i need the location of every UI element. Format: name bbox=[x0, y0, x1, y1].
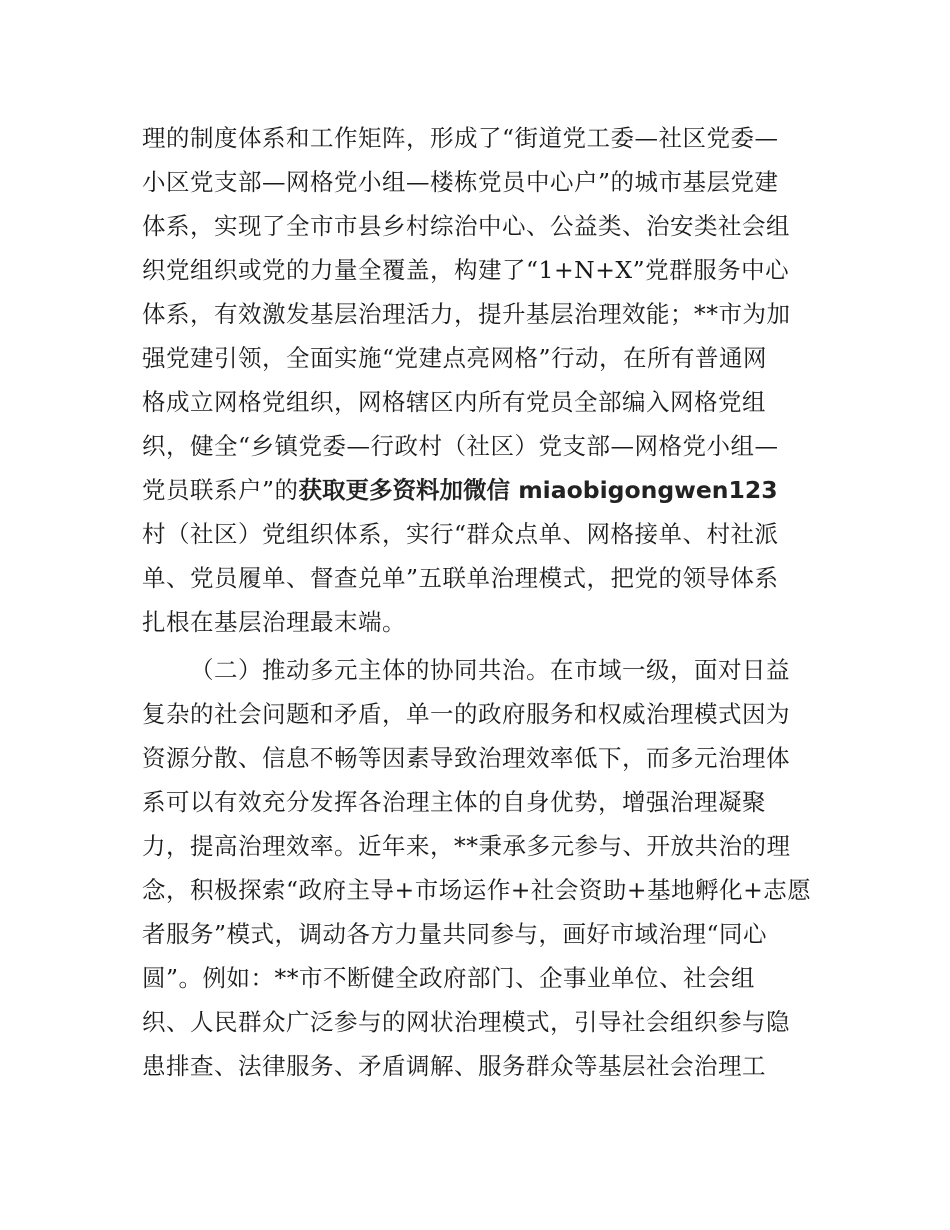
text-line: 格成立网格党组织，网格辖区内所有党员全部编入网格党组 bbox=[142, 388, 766, 416]
text-line: 力，提高治理效率。近年来，**秉承多元参与、开放共治的理 bbox=[142, 832, 791, 860]
text-line: 织、人民群众广泛参与的网状治理模式，引导社会组织参与隐 bbox=[142, 1008, 790, 1036]
text-line: 理的制度体系和工作矩阵，形成了“街道党工委—社区党委— bbox=[142, 124, 779, 152]
text-line: 复杂的社会问题和矛盾，单一的政府服务和权威治理模式因为 bbox=[142, 700, 790, 728]
text-line: 系可以有效充分发挥各治理主体的自身优势，增强治理凝聚 bbox=[142, 788, 766, 816]
text-line: 织党组织或党的力量全覆盖，构建了“1+N+X”党群服务中心 bbox=[142, 256, 790, 284]
text-line-with-watermark bbox=[142, 468, 778, 512]
text-line: 单、党员履单、督查兑单”五联单治理模式，把党的领导体系 bbox=[142, 564, 779, 592]
text-line: 资源分散、信息不畅等因素导致治理效率低下，而多元治理体 bbox=[142, 744, 790, 772]
text-fragment: 党员联系户”的 bbox=[142, 476, 299, 504]
text-line: 村（社区）党组织体系，实行“群众点单、网格接单、村社派 bbox=[142, 520, 779, 548]
text-line: 强党建引领，全面实施“党建点亮网格”行动，在所有普通网 bbox=[142, 344, 768, 372]
text-line: （二）推动多元主体的协同共治。在市域一级，面对日益 bbox=[190, 656, 790, 684]
text-line: 织，健全“乡镇党委—行政村（社区）党支部—网格党小组— bbox=[142, 432, 779, 460]
watermark-text: 获取更多资料加微信 miaobigongwen123 bbox=[298, 476, 778, 504]
text-line: 体系，实现了全市市县乡村综治中心、公益类、治安类社会组 bbox=[142, 212, 790, 240]
text-line: 患排查、法律服务、矛盾调解、服务群众等基层社会治理工 bbox=[142, 1052, 766, 1080]
text-line: 念，积极探索“政府主导+市场运作+社会资助+基地孵化+志愿 bbox=[142, 876, 812, 904]
text-line: 扎根在基层治理最末端。 bbox=[142, 608, 406, 636]
text-line: 小区党支部—网格党小组—楼栋党员中心户”的城市基层党建 bbox=[142, 168, 779, 196]
text-line: 体系，有效激发基层治理活力，提升基层治理效能；**市为加 bbox=[142, 300, 791, 328]
text-line: 圆”。例如：**市不断健全政府部门、企事业单位、社会组 bbox=[142, 964, 756, 992]
text-line: 者服务”模式，调动各方力量共同参与，画好市域治理“同心 bbox=[142, 920, 768, 948]
